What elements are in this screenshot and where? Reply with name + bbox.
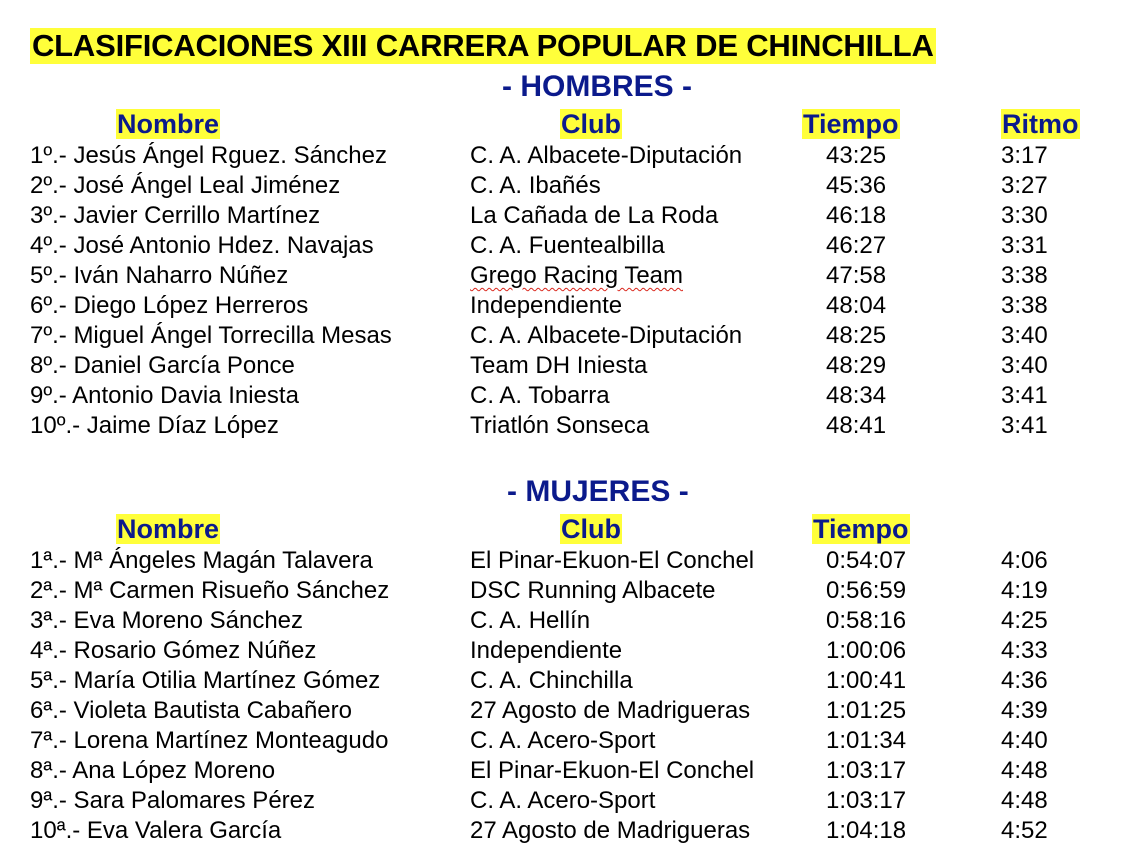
men-row-8-club: Team DH Iniesta: [470, 352, 648, 379]
men-row-8-time: 48:29: [826, 352, 887, 379]
women-row-5-time: 1:00:41: [826, 667, 907, 694]
men-row-7-name: 7º.- Miguel Ángel Torrecilla Mesas: [30, 322, 392, 349]
men-row-7-time: 48:25: [826, 322, 887, 349]
men-row-10-pace: 3:41: [1001, 412, 1048, 439]
men-row-1-name-text: 1º.- Jesús Ángel Rguez. Sánchez: [30, 142, 387, 169]
women-row-4-name: 4ª.- Rosario Gómez Núñez: [30, 637, 317, 664]
women-row-3-club: C. A. Hellín: [470, 607, 591, 634]
women-row-9-club: C. A. Acero-Sport: [470, 787, 656, 814]
men-row-6-club: Independiente: [470, 292, 623, 319]
women-row-10-pace: 4:52: [1001, 817, 1048, 844]
women-header-club: Club: [561, 514, 621, 544]
men-row-5-club: Grego Racing Team: [470, 262, 683, 289]
men-row-4-name: 4º.- José Antonio Hdez. Navajas: [30, 232, 374, 259]
men-row-2-time: 45:36: [826, 172, 887, 199]
women-row-2-name: 2ª.- Mª Carmen Risueño Sánchez: [30, 577, 390, 604]
women-row-5-pace: 4:36: [1001, 667, 1048, 694]
men-row-7-club: C. A. Albacete-Diputación: [470, 322, 743, 349]
men-row-10-time: 48:41: [826, 412, 887, 439]
men-section-heading: - HOMBRES -: [502, 70, 692, 103]
women-row-1-name: 1ª.- Mª Ángeles Magán Talavera: [30, 547, 373, 574]
men-row-4-club: C. A. Fuentealbilla: [470, 232, 665, 259]
men-row-6-time: 48:04: [826, 292, 887, 319]
men-row-1-name: [30, 141, 387, 171]
men-row-2-club: C. A. Ibañés: [470, 172, 601, 199]
men-row-3-pace: 3:30: [1001, 202, 1048, 229]
women-row-1-pace: 4:06: [1001, 547, 1048, 574]
men-row-9-pace: 3:41: [1001, 382, 1048, 409]
men-row-3-club: La Cañada de La Roda: [470, 202, 719, 229]
women-row-8-pace: 4:48: [1001, 757, 1048, 784]
women-row-7-name: 7ª.- Lorena Martínez Monteagudo: [30, 727, 389, 754]
women-row-1-club: El Pinar-Ekuon-El Conchel: [470, 547, 755, 574]
men-row-4-time: 46:27: [826, 232, 887, 259]
men-row-3-name: 3º.- Javier Cerrillo Martínez: [30, 202, 321, 229]
women-row-6-pace: 4:39: [1001, 697, 1048, 724]
page-title: CLASIFICACIONES XIII CARRERA POPULAR DE CHINCHILLA: [32, 28, 934, 63]
women-row-8-club: El Pinar-Ekuon-El Conchel: [470, 757, 755, 784]
women-section-heading: - MUJERES -: [507, 475, 689, 508]
women-row-6-name: 6ª.- Violeta Bautista Cabañero: [30, 697, 352, 724]
women-row-9-time: 1:03:17: [826, 787, 907, 814]
women-row-8-name: 8ª.- Ana López Moreno: [30, 757, 276, 784]
men-row-8-name: 8º.- Daniel García Ponce: [30, 352, 295, 379]
men-row-10-club: Triatlón Sonseca: [470, 412, 650, 439]
women-row-2-pace: 4:19: [1001, 577, 1048, 604]
men-row-8-pace: 3:40: [1001, 352, 1048, 379]
women-header-time: Tiempo: [813, 514, 909, 544]
men-row-5-time: 47:58: [826, 262, 887, 289]
men-row-9-name: 9º.- Antonio Davia Iniesta: [30, 382, 299, 409]
women-row-2-club: DSC Running Albacete: [470, 577, 716, 604]
men-row-3-time: 46:18: [826, 202, 887, 229]
men-row-4-pace: 3:31: [1001, 232, 1048, 259]
men-row-1-pace: 3:17: [1001, 142, 1048, 169]
women-row-7-club: C. A. Acero-Sport: [470, 727, 656, 754]
men-row-9-club: C. A. Tobarra: [470, 382, 610, 409]
women-row-5-club: C. A. Chinchilla: [470, 667, 633, 694]
women-row-7-time: 1:01:34: [826, 727, 907, 754]
women-row-3-pace: 4:25: [1001, 607, 1048, 634]
women-row-3-name: 3ª.- Eva Moreno Sánchez: [30, 607, 304, 634]
men-row-2-pace: 3:27: [1001, 172, 1048, 199]
men-row-7-pace: 3:40: [1001, 322, 1048, 349]
women-row-6-time: 1:01:25: [826, 697, 907, 724]
men-header-pace: Ritmo: [1002, 109, 1079, 139]
women-row-3-time: 0:58:16: [826, 607, 907, 634]
men-row-5-name: 5º.- Iván Naharro Núñez: [30, 262, 289, 289]
women-row-5-name: 5ª.- María Otilia Martínez Gómez: [30, 667, 381, 694]
women-row-9-pace: 4:48: [1001, 787, 1048, 814]
men-header-club: Club: [561, 109, 621, 139]
women-row-10-club: 27 Agosto de Madrigueras: [470, 817, 751, 844]
women-row-4-club: Independiente: [470, 637, 623, 664]
men-row-6-pace: 3:38: [1001, 292, 1048, 319]
women-row-10-name: 10ª.- Eva Valera García: [30, 817, 282, 844]
women-row-4-pace: 4:33: [1001, 637, 1048, 664]
men-row-2-name: 2º.- José Ángel Leal Jiménez: [30, 172, 341, 199]
women-row-4-time: 1:00:06: [826, 637, 907, 664]
men-row-5-pace: 3:38: [1001, 262, 1048, 289]
men-row-9-time: 48:34: [826, 382, 887, 409]
women-row-8-time: 1:03:17: [826, 757, 907, 784]
men-row-1-club: C. A. Albacete-Diputación: [470, 142, 743, 169]
men-header-name: Nombre: [117, 109, 220, 139]
women-row-2-time: 0:56:59: [826, 577, 907, 604]
men-row-6-name: 6º.- Diego López Herreros: [30, 292, 309, 319]
women-row-6-club: 27 Agosto de Madrigueras: [470, 697, 751, 724]
men-row-10-name: 10º.- Jaime Díaz López: [30, 412, 279, 439]
men-row-1-time: 43:25: [826, 142, 887, 169]
women-header-name: Nombre: [117, 514, 220, 544]
men-header-time: Tiempo: [803, 109, 899, 139]
women-row-7-pace: 4:40: [1001, 727, 1048, 754]
women-row-9-name: 9ª.- Sara Palomares Pérez: [30, 787, 315, 814]
women-row-1-time: 0:54:07: [826, 547, 907, 574]
women-row-10-time: 1:04:18: [826, 817, 907, 844]
